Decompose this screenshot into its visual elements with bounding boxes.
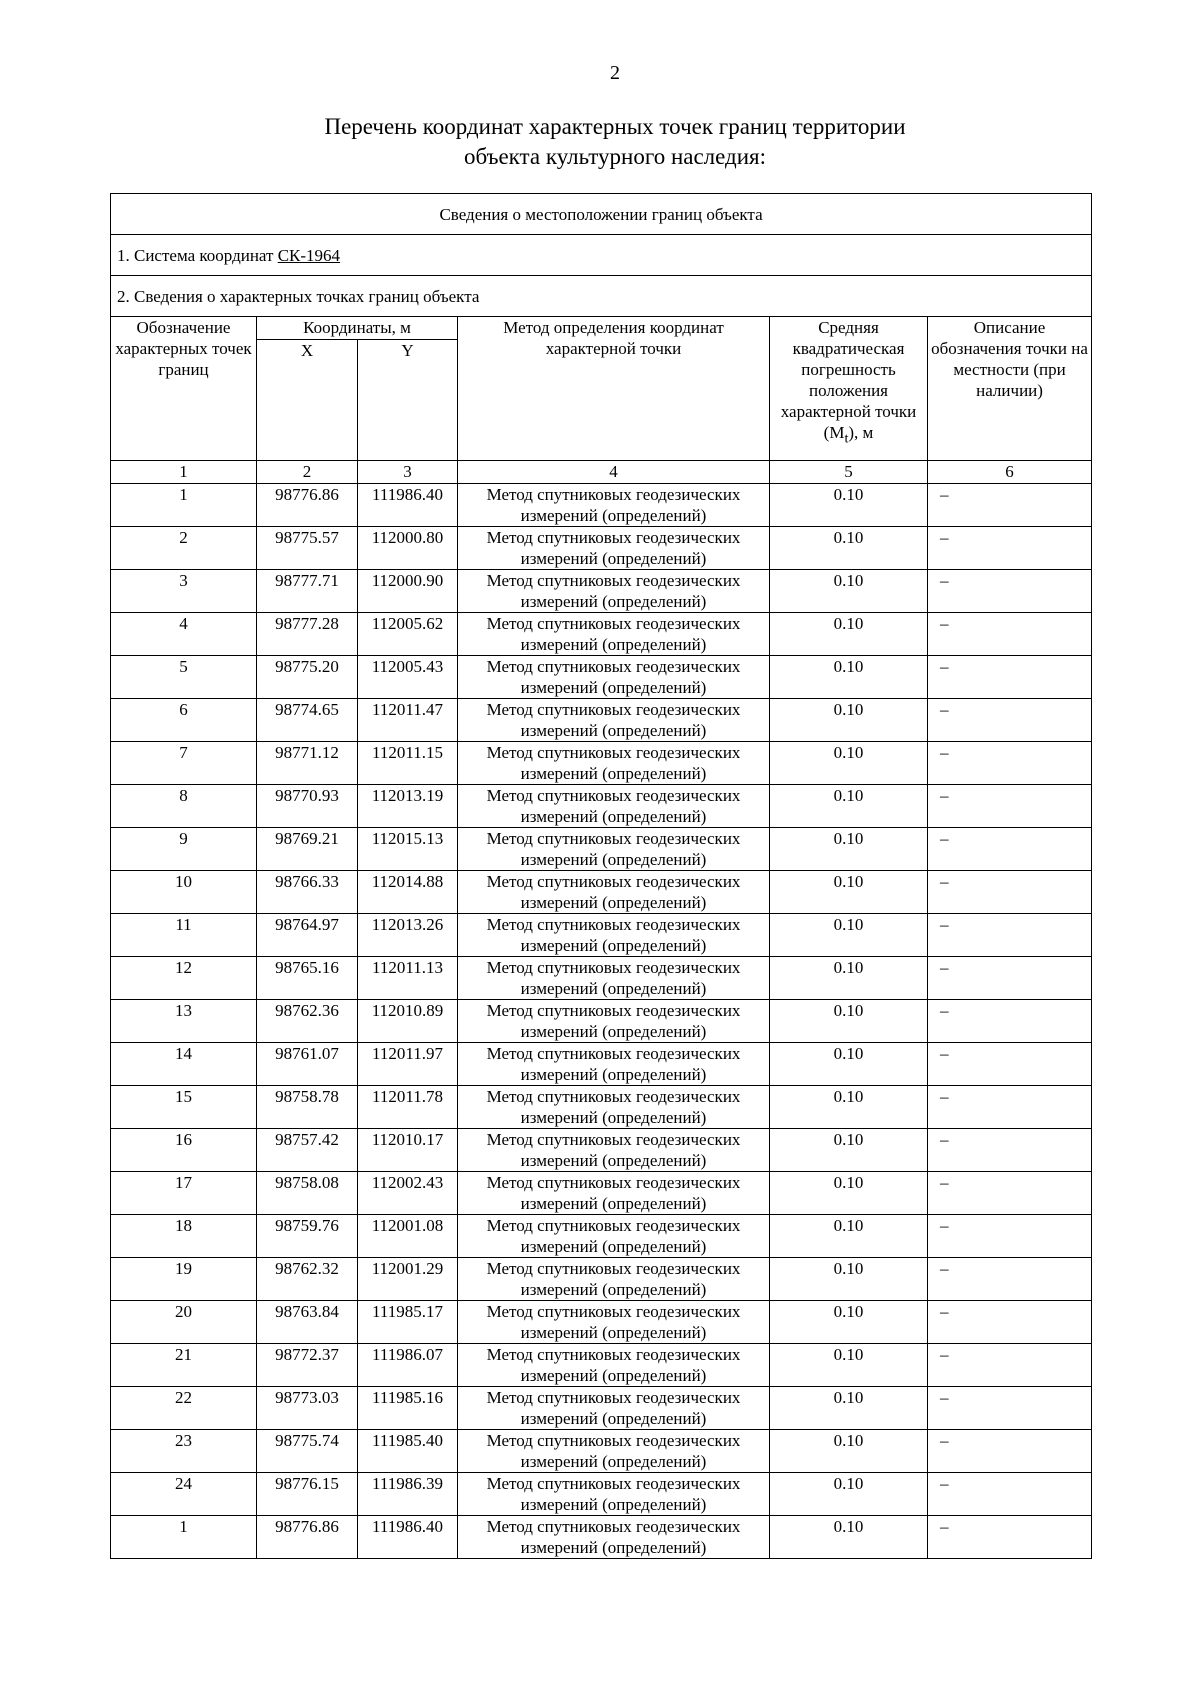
coord-x: 98776.15 (257, 1473, 358, 1516)
coord-x: 98758.08 (257, 1172, 358, 1215)
mean-error: 0.10 (770, 871, 928, 914)
coord-x: 98763.84 (257, 1301, 358, 1344)
column-number: 5 (770, 461, 928, 484)
mean-error: 0.10 (770, 484, 928, 527)
column-number: 2 (257, 461, 358, 484)
coord-y: 111986.40 (358, 1516, 458, 1559)
description: – (928, 871, 1092, 914)
coord-x: 98776.86 (257, 1516, 358, 1559)
point-number: 8 (111, 785, 257, 828)
mean-error: 0.10 (770, 1043, 928, 1086)
points-section-title: 2. Сведения о характерных точках границ объекта (111, 276, 1092, 317)
description: – (928, 742, 1092, 785)
table-row (111, 1172, 1092, 1215)
point-number: 9 (111, 828, 257, 871)
table-row (111, 1129, 1092, 1172)
mean-error: 0.10 (770, 828, 928, 871)
method: Метод спутниковых геодезических измерений (определений) (458, 1516, 770, 1559)
header-x: X (257, 340, 358, 461)
mean-error: 0.10 (770, 1387, 928, 1430)
coord-system (111, 235, 1092, 276)
method: Метод спутниковых геодезических измерений (определений) (458, 1344, 770, 1387)
method: Метод спутниковых геодезических измерений (определений) (458, 1258, 770, 1301)
mean-error: 0.10 (770, 1473, 928, 1516)
header-method: Метод определения координат характерной точки (458, 317, 770, 461)
method: Метод спутниковых геодезических измерений (определений) (458, 656, 770, 699)
table-row (111, 1516, 1092, 1559)
method: Метод спутниковых геодезических измерений (определений) (458, 699, 770, 742)
coord-x: 98769.21 (257, 828, 358, 871)
coord-x: 98759.76 (257, 1215, 358, 1258)
table-row (111, 871, 1092, 914)
mean-error: 0.10 (770, 957, 928, 1000)
description: – (928, 1129, 1092, 1172)
coord-y: 112001.08 (358, 1215, 458, 1258)
coord-x: 98770.93 (257, 785, 358, 828)
title-line-2: объекта культурного наследия: (463, 144, 767, 169)
coord-y: 112000.90 (358, 570, 458, 613)
point-number: 6 (111, 699, 257, 742)
description: – (928, 484, 1092, 527)
coord-x: 98758.78 (257, 1086, 358, 1129)
mean-error: 0.10 (770, 656, 928, 699)
description: – (928, 1172, 1092, 1215)
method: Метод спутниковых геодезических измерений (определений) (458, 527, 770, 570)
point-number: 12 (111, 957, 257, 1000)
mean-error: 0.10 (770, 1215, 928, 1258)
point-number: 4 (111, 613, 257, 656)
point-number: 13 (111, 1000, 257, 1043)
description: – (928, 914, 1092, 957)
point-number: 7 (111, 742, 257, 785)
mean-error: 0.10 (770, 613, 928, 656)
point-number: 1 (111, 484, 257, 527)
point-number: 24 (111, 1473, 257, 1516)
description: – (928, 1516, 1092, 1559)
description: – (928, 1473, 1092, 1516)
coord-x: 98772.37 (257, 1344, 358, 1387)
mean-error: 0.10 (770, 1301, 928, 1344)
method: Метод спутниковых геодезических измерений (определений) (458, 1000, 770, 1043)
method: Метод спутниковых геодезических измерений (определений) (458, 1387, 770, 1430)
page-number: 2 (610, 62, 620, 84)
description: – (928, 1430, 1092, 1473)
method: Метод спутниковых геодезических измерений (определений) (458, 1086, 770, 1129)
method: Метод спутниковых геодезических измерений (определений) (458, 1473, 770, 1516)
mean-error: 0.10 (770, 1516, 928, 1559)
coord-y: 112013.19 (358, 785, 458, 828)
coord-x: 98762.36 (257, 1000, 358, 1043)
table-row (111, 1387, 1092, 1430)
table-row (111, 1430, 1092, 1473)
method: Метод спутниковых геодезических измерений (определений) (458, 871, 770, 914)
table-row (111, 1215, 1092, 1258)
method: Метод спутниковых геодезических измерений (определений) (458, 570, 770, 613)
method: Метод спутниковых геодезических измерений (определений) (458, 1043, 770, 1086)
mean-error: 0.10 (770, 1258, 928, 1301)
coord-y: 112000.80 (358, 527, 458, 570)
header-description: Описание обозначения точки на местности (при наличии) (928, 317, 1092, 461)
point-number: 16 (111, 1129, 257, 1172)
mean-error: 0.10 (770, 699, 928, 742)
coord-x: 98766.33 (257, 871, 358, 914)
coord-y: 112002.43 (358, 1172, 458, 1215)
description: – (928, 570, 1092, 613)
coord-y: 112011.15 (358, 742, 458, 785)
description: – (928, 1344, 1092, 1387)
method: Метод спутниковых геодезических измерений (определений) (458, 1129, 770, 1172)
method: Метод спутниковых геодезических измерений (определений) (458, 1301, 770, 1344)
coord-y: 111986.07 (358, 1344, 458, 1387)
coord-y: 112011.97 (358, 1043, 458, 1086)
mean-error: 0.10 (770, 742, 928, 785)
description: – (928, 1043, 1092, 1086)
coord-y: 112011.13 (358, 957, 458, 1000)
column-number: 3 (358, 461, 458, 484)
document-title (0, 112, 1200, 172)
coord-y: 112015.13 (358, 828, 458, 871)
table-row (111, 527, 1092, 570)
coord-y: 111985.16 (358, 1387, 458, 1430)
description: – (928, 1000, 1092, 1043)
point-number: 3 (111, 570, 257, 613)
description: – (928, 656, 1092, 699)
method: Метод спутниковых геодезических измерений (определений) (458, 914, 770, 957)
table-row (111, 1473, 1092, 1516)
coord-y: 111986.40 (358, 484, 458, 527)
description: – (928, 828, 1092, 871)
method: Метод спутниковых геодезических измерений (определений) (458, 1172, 770, 1215)
point-number: 19 (111, 1258, 257, 1301)
coord-y: 112010.17 (358, 1129, 458, 1172)
table-row (111, 656, 1092, 699)
description: – (928, 527, 1092, 570)
coord-x: 98762.32 (257, 1258, 358, 1301)
method: Метод спутниковых геодезических измерений (определений) (458, 1430, 770, 1473)
point-number: 22 (111, 1387, 257, 1430)
coord-y: 111985.40 (358, 1430, 458, 1473)
table-row (111, 957, 1092, 1000)
table-row (111, 699, 1092, 742)
coord-y: 112013.26 (358, 914, 458, 957)
table-row (111, 828, 1092, 871)
table-row (111, 742, 1092, 785)
table-row (111, 1344, 1092, 1387)
description: – (928, 699, 1092, 742)
mean-error: 0.10 (770, 1344, 928, 1387)
coord-y: 112010.89 (358, 1000, 458, 1043)
coord-x: 98777.71 (257, 570, 358, 613)
coord-x: 98765.16 (257, 957, 358, 1000)
description: – (928, 1215, 1092, 1258)
point-number: 17 (111, 1172, 257, 1215)
coord-y: 112001.29 (358, 1258, 458, 1301)
point-number: 15 (111, 1086, 257, 1129)
table-row (111, 1043, 1092, 1086)
method: Метод спутниковых геодезических измерений (определений) (458, 613, 770, 656)
coord-y: 111986.39 (358, 1473, 458, 1516)
mean-error: 0.10 (770, 1430, 928, 1473)
coord-x: 98775.74 (257, 1430, 358, 1473)
mean-error: 0.10 (770, 1000, 928, 1043)
table-row (111, 785, 1092, 828)
table-row (111, 484, 1092, 527)
header-y: Y (358, 340, 458, 461)
point-number: 1 (111, 1516, 257, 1559)
coord-y: 112011.78 (358, 1086, 458, 1129)
table-row (111, 570, 1092, 613)
header-designation: Обозначение характерных точек границ (111, 317, 257, 461)
table-row (111, 1086, 1092, 1129)
point-number: 18 (111, 1215, 257, 1258)
column-numbers-row (111, 461, 1092, 484)
coord-x: 98774.65 (257, 699, 358, 742)
coord-system-label: 1. Система координат (117, 245, 278, 265)
mean-error: 0.10 (770, 570, 928, 613)
mean-error: 0.10 (770, 1172, 928, 1215)
point-number: 23 (111, 1430, 257, 1473)
table-row (111, 1000, 1092, 1043)
header-coordinates: Координаты, м (257, 317, 458, 340)
coord-x: 98773.03 (257, 1387, 358, 1430)
coordinates-table (110, 193, 1092, 1559)
coord-y: 112011.47 (358, 699, 458, 742)
point-number: 20 (111, 1301, 257, 1344)
description: – (928, 1387, 1092, 1430)
point-number: 5 (111, 656, 257, 699)
description: – (928, 1086, 1092, 1129)
description: – (928, 785, 1092, 828)
coord-x: 98776.86 (257, 484, 358, 527)
table-row (111, 1301, 1092, 1344)
method: Метод спутниковых геодезических измерений (определений) (458, 1215, 770, 1258)
method: Метод спутниковых геодезических измерений (определений) (458, 957, 770, 1000)
point-number: 10 (111, 871, 257, 914)
coord-y: 112014.88 (358, 871, 458, 914)
mean-error: 0.10 (770, 785, 928, 828)
table-row (111, 1258, 1092, 1301)
method: Метод спутниковых геодезических измерений (определений) (458, 828, 770, 871)
coord-y: 112005.43 (358, 656, 458, 699)
method: Метод спутниковых геодезических измерений (определений) (458, 785, 770, 828)
mean-error: 0.10 (770, 527, 928, 570)
table-row (111, 613, 1092, 656)
column-number: 4 (458, 461, 770, 484)
coord-x: 98757.42 (257, 1129, 358, 1172)
coord-x: 98761.07 (257, 1043, 358, 1086)
description: – (928, 957, 1092, 1000)
mean-error: 0.10 (770, 914, 928, 957)
point-number: 11 (111, 914, 257, 957)
coord-y: 111985.17 (358, 1301, 458, 1344)
column-number: 1 (111, 461, 257, 484)
coord-x: 98764.97 (257, 914, 358, 957)
mean-error: 0.10 (770, 1086, 928, 1129)
table-row (111, 914, 1092, 957)
section-title: Сведения о местоположении границ объекта (111, 194, 1092, 235)
method: Метод спутниковых геодезических измерений (определений) (458, 742, 770, 785)
coord-x: 98771.12 (257, 742, 358, 785)
coord-system-value: СК-1964 (277, 245, 341, 265)
coord-x: 98775.20 (257, 656, 358, 699)
coord-y: 112005.62 (358, 613, 458, 656)
point-number: 14 (111, 1043, 257, 1086)
description: – (928, 613, 1092, 656)
description: – (928, 1301, 1092, 1344)
method: Метод спутниковых геодезических измерений (определений) (458, 484, 770, 527)
title-line-1: Перечень координат характерных точек границ территории (324, 114, 906, 139)
description: – (928, 1258, 1092, 1301)
mean-error: 0.10 (770, 1129, 928, 1172)
column-number: 6 (928, 461, 1092, 484)
coord-x: 98777.28 (257, 613, 358, 656)
point-number: 21 (111, 1344, 257, 1387)
coord-x: 98775.57 (257, 527, 358, 570)
header-error: Средняя квадратическая погрешность положения характерной точки $(M_t)$, м (770, 317, 928, 461)
point-number: 2 (111, 527, 257, 570)
